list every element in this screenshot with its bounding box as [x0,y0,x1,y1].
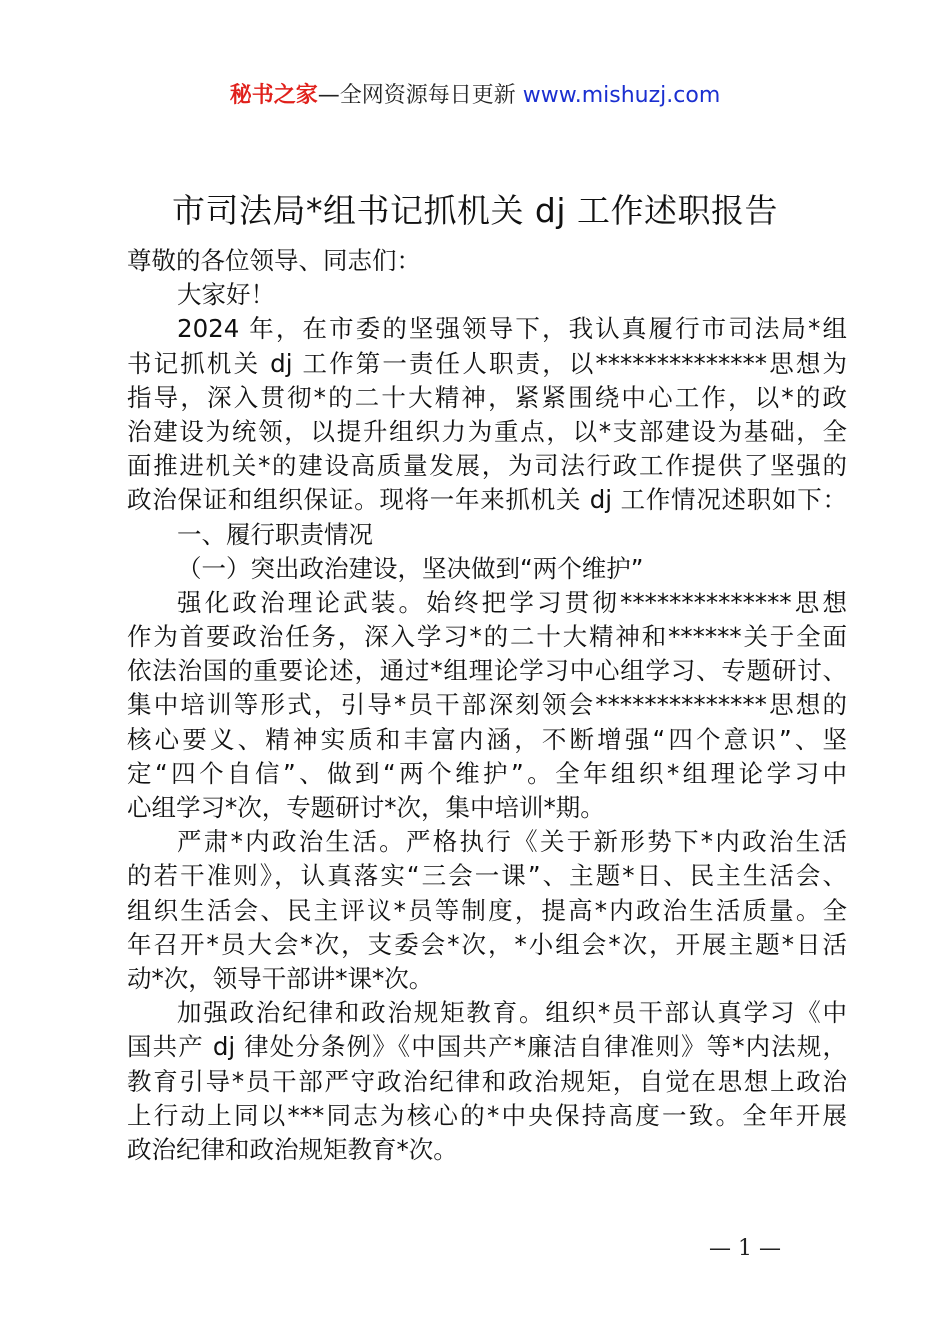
body-line: 强化政治理论武装。始终把学习贯彻**************思想 [177,587,847,617]
body-line: 上行动上同以***同志为核心的*中央保持高度一致。全年开展 [127,1100,847,1130]
subsection-heading: （一）突出政治建设，坚决做到“两个维护” [177,553,644,583]
document-title: 市司法局*组书记抓机关 dj 工作述职报告 [171,191,779,230]
section-heading: 一、履行职责情况 [177,519,373,549]
body-line: 指导，深入贯彻*的二十大精神，紧紧围绕中心工作，以*的政 [127,382,847,412]
page-number: — 1 — [709,1236,781,1261]
body-line: 政治保证和组织保证。现将一年来抓机关 dj 工作情况述职如下： [127,485,847,515]
banner-brand: 秘书之家 [229,83,318,108]
body-line: 组织生活会、民主评议*员等制度，提高*内政治生活质量。全 [127,895,847,925]
body-line: 动*次，领导干部讲*课*次。 [127,963,434,993]
banner-url-link[interactable]: www.mishuzj.com [522,83,721,108]
body-line: 年召开*员大会*次，支委会*次，*小组会*次，开展主题*日活 [127,929,847,959]
body-line: 教育引导*员干部严守政治纪律和政治规矩，自觉在思想上政治 [127,1066,847,1096]
document-body [127,244,847,1167]
body-line: 面推进机关*的建设高质量发展，为司法行政工作提供了坚强的 [127,451,847,481]
body-line: 政治纪律和政治规矩教育*次。 [127,1134,458,1164]
salutation-line: 尊敬的各位领导、同志们： [127,246,421,275]
body-line: 作为首要政治任务，深入学习*的二十大精神和******关于全面 [127,622,847,652]
body-line: 国共产 dj 律处分条例》《中国共产*廉洁自律准则》等*内法规， [127,1032,847,1062]
body-line: 书记抓机关 dj 工作第一责任人职责，以**************思想为 [127,348,847,378]
body-line: 依法治国的重要论述，通过*组理论学习中心组学习、专题研讨、 [127,656,847,686]
body-line: 心组学习*次，专题研讨*次，集中培训*期。 [127,793,605,822]
body-line: 集中培训等形式，引导*员干部深刻领会**************思想的 [127,690,847,720]
body-line: 定“四个自信”、做到“两个维护”。全年组织*组理论学习中 [127,758,847,788]
body-line: 严肃*内政治生活。严格执行《关于新形势下*内政治生活 [177,827,847,857]
body-line: 核心要义、精神实质和丰富内涵，不断增强“四个意识”、坚 [127,724,847,754]
body-line: 2024 年，在市委的坚强领导下，我认真履行市司法局*组 [177,314,847,344]
body-line: 的若干准则》，认真落实“三会一课”、主题*日、民主生活会、 [127,861,847,891]
body-line: 加强政治纪律和政治规矩教育。组织*员干部认真学习《中 [177,998,847,1028]
site-banner [0,80,950,112]
greeting-line: 大家好！ [177,280,275,310]
banner-slogan: —全网资源每日更新 [317,83,523,108]
body-line: 治建设为统领，以提升组织力为重点，以*支部建设为基础，全 [127,416,847,446]
